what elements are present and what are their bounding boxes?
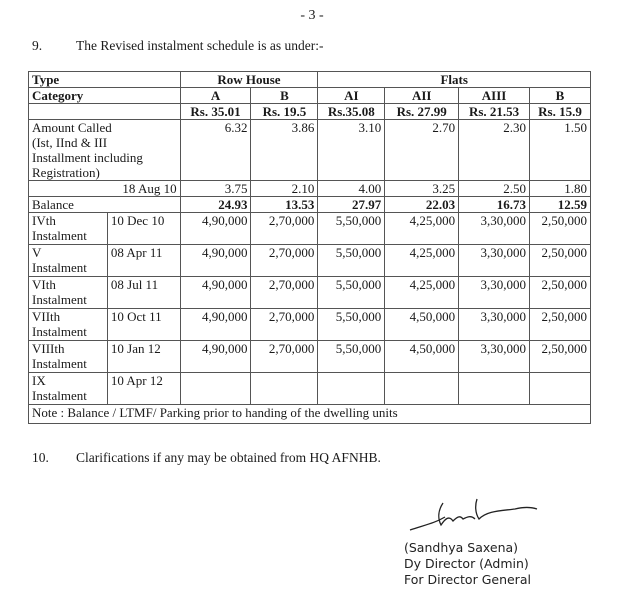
amount-cell: 2.30 [459, 120, 530, 181]
paragraph-number: 10. [32, 450, 49, 465]
signature-block [404, 540, 531, 588]
balance-cell: 27.97 [318, 197, 385, 213]
instalment-name: IX Instalment [29, 373, 108, 405]
flats-header: Flats [318, 72, 591, 88]
balance-cell: 24.93 [180, 197, 251, 213]
instalment-cell: 5,50,000 [318, 245, 385, 277]
amount-cell: 1.50 [530, 120, 591, 181]
balance-cell: 12.59 [530, 197, 591, 213]
instalment-cell: 4,90,000 [180, 309, 251, 341]
balance-cell: 13.53 [251, 197, 318, 213]
instalment-cell: 5,50,000 [318, 341, 385, 373]
instalment-name: VIth Instalment [29, 277, 108, 309]
category-cell: AIII [459, 88, 530, 104]
instalment-cell: 4,25,000 [385, 213, 459, 245]
category-cell: AII [385, 88, 459, 104]
table-note: Note : Balance / LTMF/ Parking prior to handing of the dwelling units [29, 405, 591, 424]
aug-cell: 3.75 [180, 181, 251, 197]
aug-cell: 1.80 [530, 181, 591, 197]
balance-row [29, 197, 591, 213]
instalment-name: IVth Instalment [29, 213, 108, 245]
aug-cell: 2.10 [251, 181, 318, 197]
price-cell: Rs. 21.53 [459, 104, 530, 120]
instalment-cell: 3,30,000 [459, 309, 530, 341]
category-cell: A [180, 88, 251, 104]
amount-called-row [29, 120, 591, 181]
instalment-name: VIIth Instalment [29, 309, 108, 341]
note-row [29, 405, 591, 424]
amount-cell: 3.10 [318, 120, 385, 181]
instalment-cell: 2,70,000 [251, 277, 318, 309]
amount-cell: 2.70 [385, 120, 459, 181]
category-cell: B [251, 88, 318, 104]
instalment-cell: 4,90,000 [180, 245, 251, 277]
instalment-date: 08 Jul 11 [107, 277, 180, 309]
instalment-row [29, 309, 591, 341]
instalment-cell: 5,50,000 [318, 277, 385, 309]
aug-date: 18 Aug 10 [29, 181, 181, 197]
instalment-cell: 3,30,000 [459, 341, 530, 373]
price-cell: Rs.35.08 [318, 104, 385, 120]
instalment-cell: 2,70,000 [251, 213, 318, 245]
price-cell: Rs. 15.9 [530, 104, 591, 120]
instalment-date: 10 Oct 11 [107, 309, 180, 341]
instalment-schedule-table [28, 71, 591, 424]
instalment-cell: 2,70,000 [251, 309, 318, 341]
signatory-on-behalf: For Director General [404, 572, 531, 587]
balance-cell: 16.73 [459, 197, 530, 213]
row-house-header: Row House [180, 72, 318, 88]
instalment-cell: 4,50,000 [385, 341, 459, 373]
instalment-cell: 2,50,000 [530, 245, 591, 277]
instalment-cell: 2,50,000 [530, 213, 591, 245]
instalment-cell: 2,50,000 [530, 277, 591, 309]
instalment-name: VIIIth Instalment [29, 341, 108, 373]
signatory-name: (Sandhya Saxena) [404, 540, 519, 555]
instalment-cell [459, 373, 530, 405]
paragraph-number: 9. [32, 38, 43, 53]
category-cell: AI [318, 88, 385, 104]
instalment-name: V Instalment [29, 245, 108, 277]
instalment-date: 10 Jan 12 [107, 341, 180, 373]
price-cell: Rs. 19.5 [251, 104, 318, 120]
paragraph-text: The Revised instalment schedule is as under:- [76, 38, 324, 53]
instalment-cell [251, 373, 318, 405]
instalment-cell: 4,90,000 [180, 277, 251, 309]
instalment-cell: 2,50,000 [530, 309, 591, 341]
instalment-row [29, 213, 591, 245]
price-cell: Rs. 27.99 [385, 104, 459, 120]
signature-mark-icon [405, 495, 540, 535]
instalment-row [29, 277, 591, 309]
instalment-cell: 2,70,000 [251, 341, 318, 373]
page-number: - 3 - [300, 8, 324, 23]
aug-cell: 4.00 [318, 181, 385, 197]
instalment-cell: 3,30,000 [459, 277, 530, 309]
instalment-cell: 4,25,000 [385, 245, 459, 277]
price-cell: Rs. 35.01 [180, 104, 251, 120]
instalment-cell: 2,70,000 [251, 245, 318, 277]
instalment-cell: 2,50,000 [530, 341, 591, 373]
header-row-category [29, 88, 591, 104]
type-label: Type [29, 72, 181, 88]
instalment-cell: 4,50,000 [385, 309, 459, 341]
instalment-cell: 4,90,000 [180, 213, 251, 245]
instalment-cell [180, 373, 251, 405]
header-row-type [29, 72, 591, 88]
instalment-date: 10 Apr 12 [107, 373, 180, 405]
aug-cell: 3.25 [385, 181, 459, 197]
signatory-designation: Dy Director (Admin) [404, 556, 529, 571]
instalment-cell: 4,90,000 [180, 341, 251, 373]
instalment-cell: 3,30,000 [459, 213, 530, 245]
instalment-row [29, 245, 591, 277]
amount-called-label: Amount Called (Ist, IInd & III Installment including Registration) [29, 120, 181, 181]
category-cell: B [530, 88, 591, 104]
instalment-cell [318, 373, 385, 405]
instalment-row [29, 341, 591, 373]
instalment-date: 10 Dec 10 [107, 213, 180, 245]
aug-cell: 2.50 [459, 181, 530, 197]
paragraph-text: Clarifications if any may be obtained from HQ AFNHB. [76, 450, 381, 465]
aug-row [29, 181, 591, 197]
balance-cell: 22.03 [385, 197, 459, 213]
header-row-price [29, 104, 591, 120]
instalment-row [29, 373, 591, 405]
amount-cell: 6.32 [180, 120, 251, 181]
instalment-cell: 5,50,000 [318, 213, 385, 245]
instalment-cell: 3,30,000 [459, 245, 530, 277]
instalment-cell: 4,25,000 [385, 277, 459, 309]
instalment-cell [530, 373, 591, 405]
instalment-cell: 5,50,000 [318, 309, 385, 341]
balance-label: Balance [29, 197, 181, 213]
category-label: Category [29, 88, 181, 104]
amount-cell: 3.86 [251, 120, 318, 181]
instalment-date: 08 Apr 11 [107, 245, 180, 277]
instalment-cell [385, 373, 459, 405]
